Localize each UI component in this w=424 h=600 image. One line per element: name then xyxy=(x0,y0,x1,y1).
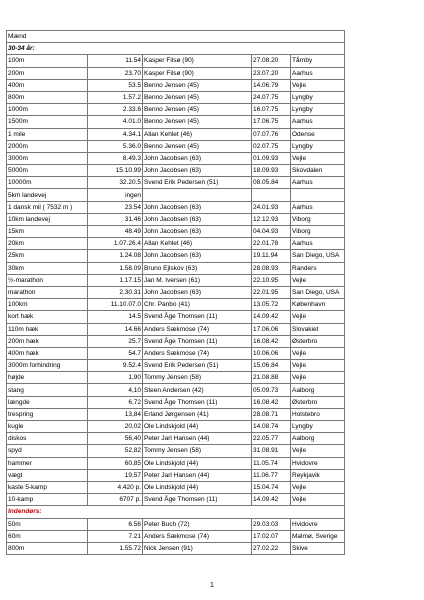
venue-cell: Vejle xyxy=(291,481,345,493)
event-cell: spyd xyxy=(7,445,88,457)
records-table-body xyxy=(7,31,345,555)
table-row xyxy=(7,299,345,311)
date-cell: 08.05.84 xyxy=(252,177,291,189)
table-row xyxy=(7,128,345,140)
athlete-cell: Steen Andersen (42) xyxy=(143,384,252,396)
event-cell: 1000m xyxy=(7,104,88,116)
venue-cell: Vejle xyxy=(291,152,345,164)
date-cell: 17.02.07 xyxy=(252,530,291,542)
result-cell: 20,02 xyxy=(88,421,143,433)
date-cell: 27.02.22 xyxy=(252,542,291,554)
date-cell: 15.04.74 xyxy=(252,481,291,493)
venue-cell: Vejle xyxy=(291,494,345,506)
athlete-cell: Chr. Panbo (41) xyxy=(143,299,252,311)
table-row xyxy=(7,445,345,457)
date-cell: 24.07.75 xyxy=(252,91,291,103)
athlete-cell: Allan Kehlet (46) xyxy=(143,128,252,140)
event-cell: 30km xyxy=(7,262,88,274)
result-cell: 11.54 xyxy=(88,55,143,67)
result-cell: 2.33.6 xyxy=(88,104,143,116)
event-cell: hammer xyxy=(7,457,88,469)
athlete-cell: Benno Jensen (45) xyxy=(143,91,252,103)
athlete-cell xyxy=(143,189,252,201)
event-cell: 5km landevej xyxy=(7,189,88,201)
result-cell: 1.24.08 xyxy=(88,250,143,262)
athlete-cell: Benno Jensen (45) xyxy=(143,79,252,91)
table-row xyxy=(7,469,345,481)
date-cell: 14.08.74 xyxy=(252,421,291,433)
table-row xyxy=(7,408,345,420)
table-row xyxy=(7,238,345,250)
date-cell: 05.09.73 xyxy=(252,384,291,396)
event-cell: trespring xyxy=(7,408,88,420)
athlete-cell: Peter Jarl Hansen (44) xyxy=(143,433,252,445)
event-cell: 3000m forhindring xyxy=(7,360,88,372)
table-row xyxy=(7,286,345,298)
page-number: 1 xyxy=(210,582,214,589)
table-row xyxy=(7,372,345,384)
result-cell: 15.10.99 xyxy=(88,165,143,177)
result-cell: 25.7 xyxy=(88,335,143,347)
result-cell: ingen xyxy=(88,189,143,201)
athlete-cell: Ole Lindskjold (44) xyxy=(143,457,252,469)
athlete-cell: Kasper Filsø (90) xyxy=(143,55,252,67)
table-row xyxy=(7,396,345,408)
table-row xyxy=(7,433,345,445)
table-row xyxy=(7,518,345,530)
table-row xyxy=(7,457,345,469)
venue-cell: Skovdalen xyxy=(291,165,345,177)
result-cell: 23.70 xyxy=(88,67,143,79)
venue-cell: Aarhus xyxy=(291,238,345,250)
athlete-cell: Benno Jensen (45) xyxy=(143,140,252,152)
event-cell: 400m xyxy=(7,79,88,91)
event-cell: 20km xyxy=(7,238,88,250)
event-cell: 10-kamp xyxy=(7,494,88,506)
date-cell: 04.04.93 xyxy=(252,226,291,238)
table-row xyxy=(7,384,345,396)
table-row xyxy=(7,542,345,554)
venue-cell: Hvidovre xyxy=(291,457,345,469)
table-row xyxy=(7,262,345,274)
table-row xyxy=(7,323,345,335)
table-row xyxy=(7,79,345,91)
result-cell: 11.10.07.0 xyxy=(88,299,143,311)
venue-cell: Vejle xyxy=(291,274,345,286)
table-row xyxy=(7,189,345,201)
event-cell: stang xyxy=(7,384,88,396)
date-cell: 13.05.72 xyxy=(252,299,291,311)
result-cell: 60,85 xyxy=(88,457,143,469)
athlete-cell: Svend Åge Thomsen (11) xyxy=(143,494,252,506)
athlete-cell: John Jacobsen (63) xyxy=(143,152,252,164)
result-cell: 1.17.15 xyxy=(88,274,143,286)
event-cell: 5000m xyxy=(7,165,88,177)
table-row xyxy=(7,360,345,372)
event-cell: 1 mile xyxy=(7,128,88,140)
result-cell: 19,57 xyxy=(88,469,143,481)
date-cell xyxy=(252,189,291,201)
table-row xyxy=(7,335,345,347)
venue-cell: Vejle xyxy=(291,311,345,323)
event-cell: højde xyxy=(7,372,88,384)
athlete-cell: Peter Jarl Hansen (44) xyxy=(143,469,252,481)
athlete-cell: John Jacobsen (63) xyxy=(143,286,252,298)
result-cell: 13,84 xyxy=(88,408,143,420)
date-cell: 15.06.84 xyxy=(252,360,291,372)
event-cell: 1 dansk mil ( 7532 m ) xyxy=(7,201,88,213)
date-cell: 16.08.42 xyxy=(252,396,291,408)
venue-cell: Slovakiet xyxy=(291,323,345,335)
result-cell: 48.49 xyxy=(88,226,143,238)
date-cell: 23.07.20 xyxy=(252,67,291,79)
result-cell: 31.46 xyxy=(88,213,143,225)
athlete-cell: John Jacobsen (63) xyxy=(143,250,252,262)
athlete-cell: Jan M. Iversen (61) xyxy=(143,274,252,286)
athlete-cell: Svend Erik Pedersen (51) xyxy=(143,177,252,189)
result-cell: 5.36.0 xyxy=(88,140,143,152)
table-row xyxy=(7,274,345,286)
date-cell: 14.06.79 xyxy=(252,79,291,91)
venue-cell: Malmø, Sverige xyxy=(291,530,345,542)
table-row xyxy=(7,494,345,506)
result-cell: 1.57.2 xyxy=(88,91,143,103)
result-cell: 1.55.72 xyxy=(88,542,143,554)
event-cell: 110m hæk xyxy=(7,323,88,335)
venue-cell: Lyngby xyxy=(291,140,345,152)
section-row xyxy=(7,43,345,55)
date-cell: 14.09.42 xyxy=(252,494,291,506)
result-cell: 32.20.5 xyxy=(88,177,143,189)
event-cell: længde xyxy=(7,396,88,408)
venue-cell: Tårnby xyxy=(291,55,345,67)
date-cell: 16.08.42 xyxy=(252,335,291,347)
event-cell: 100m xyxy=(7,55,88,67)
table-row xyxy=(7,213,345,225)
date-cell: 19.11.94 xyxy=(252,250,291,262)
event-cell: 10000m xyxy=(7,177,88,189)
date-cell: 22.01.78 xyxy=(252,238,291,250)
result-cell: 1,90 xyxy=(88,372,143,384)
event-cell: diskos xyxy=(7,433,88,445)
date-cell: 31.08.91 xyxy=(252,445,291,457)
title-row xyxy=(7,31,345,43)
table-row xyxy=(7,116,345,128)
date-cell: 17.06.06 xyxy=(252,323,291,335)
table-row xyxy=(7,530,345,542)
venue-cell: Aalborg xyxy=(291,384,345,396)
event-cell: vægt xyxy=(7,469,88,481)
venue-cell: Viborg xyxy=(291,226,345,238)
table-row xyxy=(7,140,345,152)
date-cell: 22.10.95 xyxy=(252,274,291,286)
event-cell: 100km xyxy=(7,299,88,311)
date-cell: 12.12.93 xyxy=(252,213,291,225)
venue-cell: Vejle xyxy=(291,445,345,457)
event-cell: 800m xyxy=(7,91,88,103)
venue-cell: Aalborg xyxy=(291,433,345,445)
result-cell: 6.56 xyxy=(88,518,143,530)
table-row xyxy=(7,104,345,116)
athlete-cell: John Jacobsen (63) xyxy=(143,213,252,225)
athlete-cell: Svend Åge Thomsen (11) xyxy=(143,335,252,347)
athlete-cell: John Jacobsen (63) xyxy=(143,226,252,238)
venue-cell: San Diego, USA xyxy=(291,250,345,262)
result-cell: 7.21 xyxy=(88,530,143,542)
athlete-cell: Tommy Jensen (58) xyxy=(143,445,252,457)
event-cell: kort hæk xyxy=(7,311,88,323)
athlete-cell: Peter Buch (72) xyxy=(143,518,252,530)
table-row xyxy=(7,152,345,164)
athlete-cell: Anders Sækmose (74) xyxy=(143,323,252,335)
event-cell: 3000m xyxy=(7,152,88,164)
date-cell: 22.05.77 xyxy=(252,433,291,445)
athlete-cell: Bruno Ejlskov (63) xyxy=(143,262,252,274)
event-cell: 25km xyxy=(7,250,88,262)
event-cell: 60m xyxy=(7,530,88,542)
date-cell: 10.06.06 xyxy=(252,347,291,359)
venue-cell: Randers xyxy=(291,262,345,274)
venue-cell: Østerbro xyxy=(291,335,345,347)
table-row xyxy=(7,311,345,323)
venue-cell: Lyngby xyxy=(291,91,345,103)
athlete-cell: Ole Lindskjold (44) xyxy=(143,481,252,493)
athlete-cell: Ole Lindskjold (44) xyxy=(143,421,252,433)
venue-cell: Aarhus xyxy=(291,201,345,213)
result-cell: 23.54 xyxy=(88,201,143,213)
athlete-cell: Kasper Filsø (90) xyxy=(143,67,252,79)
event-cell: ½-marathon xyxy=(7,274,88,286)
athlete-cell: Allan Kehlet (46) xyxy=(143,238,252,250)
venue-cell: Vejle xyxy=(291,360,345,372)
event-cell: 50m xyxy=(7,518,88,530)
venue-cell: Lyngby xyxy=(291,421,345,433)
event-cell: 1500m xyxy=(7,116,88,128)
table-row xyxy=(7,67,345,79)
table-row xyxy=(7,481,345,493)
athlete-cell: Svend Åge Thomsen (11) xyxy=(143,311,252,323)
athlete-cell: John Jacobsen (63) xyxy=(143,165,252,177)
date-cell: 21.08.88 xyxy=(252,372,291,384)
event-cell: 2000m xyxy=(7,140,88,152)
athlete-cell: Erland Jørgensen (41) xyxy=(143,408,252,420)
table-row xyxy=(7,165,345,177)
date-cell: 29.03.03 xyxy=(252,518,291,530)
table-row xyxy=(7,201,345,213)
athlete-cell: Tommy Jensen (58) xyxy=(143,372,252,384)
athlete-cell: Benno Jensen (45) xyxy=(143,104,252,116)
venue-cell: Lyngby xyxy=(291,104,345,116)
athlete-cell: Anders Sækmose (74) xyxy=(143,530,252,542)
result-cell: 8.49.3 xyxy=(88,152,143,164)
table-row xyxy=(7,91,345,103)
date-cell: 28.08.71 xyxy=(252,408,291,420)
age-group-heading: 30-34 år: xyxy=(7,43,345,55)
result-cell: 6707 p. xyxy=(88,494,143,506)
date-cell: 22.01.95 xyxy=(252,286,291,298)
date-cell: 28.08.93 xyxy=(252,262,291,274)
date-cell: 17.06.75 xyxy=(252,116,291,128)
table-row xyxy=(7,347,345,359)
result-cell: 1.07.26.4 xyxy=(88,238,143,250)
athlete-cell: Nick Jensen (91) xyxy=(143,542,252,554)
result-cell: 53.5 xyxy=(88,79,143,91)
date-cell: 02.07.75 xyxy=(252,140,291,152)
date-cell: 07.07.76 xyxy=(252,128,291,140)
result-cell: 6,72 xyxy=(88,396,143,408)
result-cell: 4.420 p. xyxy=(88,481,143,493)
athlete-cell: John Jacobsen (63) xyxy=(143,201,252,213)
date-cell: 14.09.42 xyxy=(252,311,291,323)
result-cell: 56,40 xyxy=(88,433,143,445)
table-title: Mænd xyxy=(7,31,345,43)
athlete-cell: Svend Åge Thomsen (11) xyxy=(143,396,252,408)
date-cell: 11.05.74 xyxy=(252,457,291,469)
result-cell: 52,82 xyxy=(88,445,143,457)
venue-cell xyxy=(291,189,345,201)
indoor-heading-row xyxy=(7,506,345,518)
result-cell: 14.5 xyxy=(88,311,143,323)
result-cell: 1.58.09 xyxy=(88,262,143,274)
venue-cell: San Diego, USA xyxy=(291,286,345,298)
event-cell: 200m xyxy=(7,67,88,79)
event-cell: 200m hæk xyxy=(7,335,88,347)
result-cell: 14.66 xyxy=(88,323,143,335)
athlete-cell: Anders Sækmose (74) xyxy=(143,347,252,359)
venue-cell: Østerbro xyxy=(291,396,345,408)
athlete-cell: Svend Erik Pedersen (51) xyxy=(143,360,252,372)
result-cell: 4.34.1 xyxy=(88,128,143,140)
date-cell: 01.09.93 xyxy=(252,152,291,164)
venue-cell: Vejle xyxy=(291,347,345,359)
event-cell: 10km landevej xyxy=(7,213,88,225)
table-row xyxy=(7,226,345,238)
venue-cell: København xyxy=(291,299,345,311)
event-cell: 15km xyxy=(7,226,88,238)
table-row xyxy=(7,55,345,67)
table-row xyxy=(7,250,345,262)
result-cell: 4,10 xyxy=(88,384,143,396)
venue-cell: Aarhus xyxy=(291,116,345,128)
date-cell: 11.06.77 xyxy=(252,469,291,481)
event-cell: 800m xyxy=(7,542,88,554)
event-cell: 400m hæk xyxy=(7,347,88,359)
venue-cell: Hvidovre xyxy=(291,518,345,530)
records-table xyxy=(6,30,345,555)
date-cell: 18.09.93 xyxy=(252,165,291,177)
athlete-cell: Benno Jensen (45) xyxy=(143,116,252,128)
date-cell: 16.07.75 xyxy=(252,104,291,116)
date-cell: 24.01.93 xyxy=(252,201,291,213)
event-cell: kaste 5-kamp xyxy=(7,481,88,493)
result-cell: 54.7 xyxy=(88,347,143,359)
indoor-heading: Indendørs: xyxy=(7,506,345,518)
venue-cell: Vejle xyxy=(291,372,345,384)
event-cell: kugle xyxy=(7,421,88,433)
venue-cell: Vejle xyxy=(291,79,345,91)
venue-cell: Viborg xyxy=(291,213,345,225)
venue-cell: Aarhus xyxy=(291,67,345,79)
venue-cell: Aarhus xyxy=(291,177,345,189)
result-cell: 9.52.4 xyxy=(88,360,143,372)
date-cell: 27.08.20 xyxy=(252,55,291,67)
table-row xyxy=(7,421,345,433)
result-cell: 4.01.0 xyxy=(88,116,143,128)
result-cell: 2.30.31 xyxy=(88,286,143,298)
event-cell: marathon xyxy=(7,286,88,298)
venue-cell: Reykjavik xyxy=(291,469,345,481)
venue-cell: Odense xyxy=(291,128,345,140)
venue-cell: Skive xyxy=(291,542,345,554)
venue-cell: Holstebro xyxy=(291,408,345,420)
table-row xyxy=(7,177,345,189)
